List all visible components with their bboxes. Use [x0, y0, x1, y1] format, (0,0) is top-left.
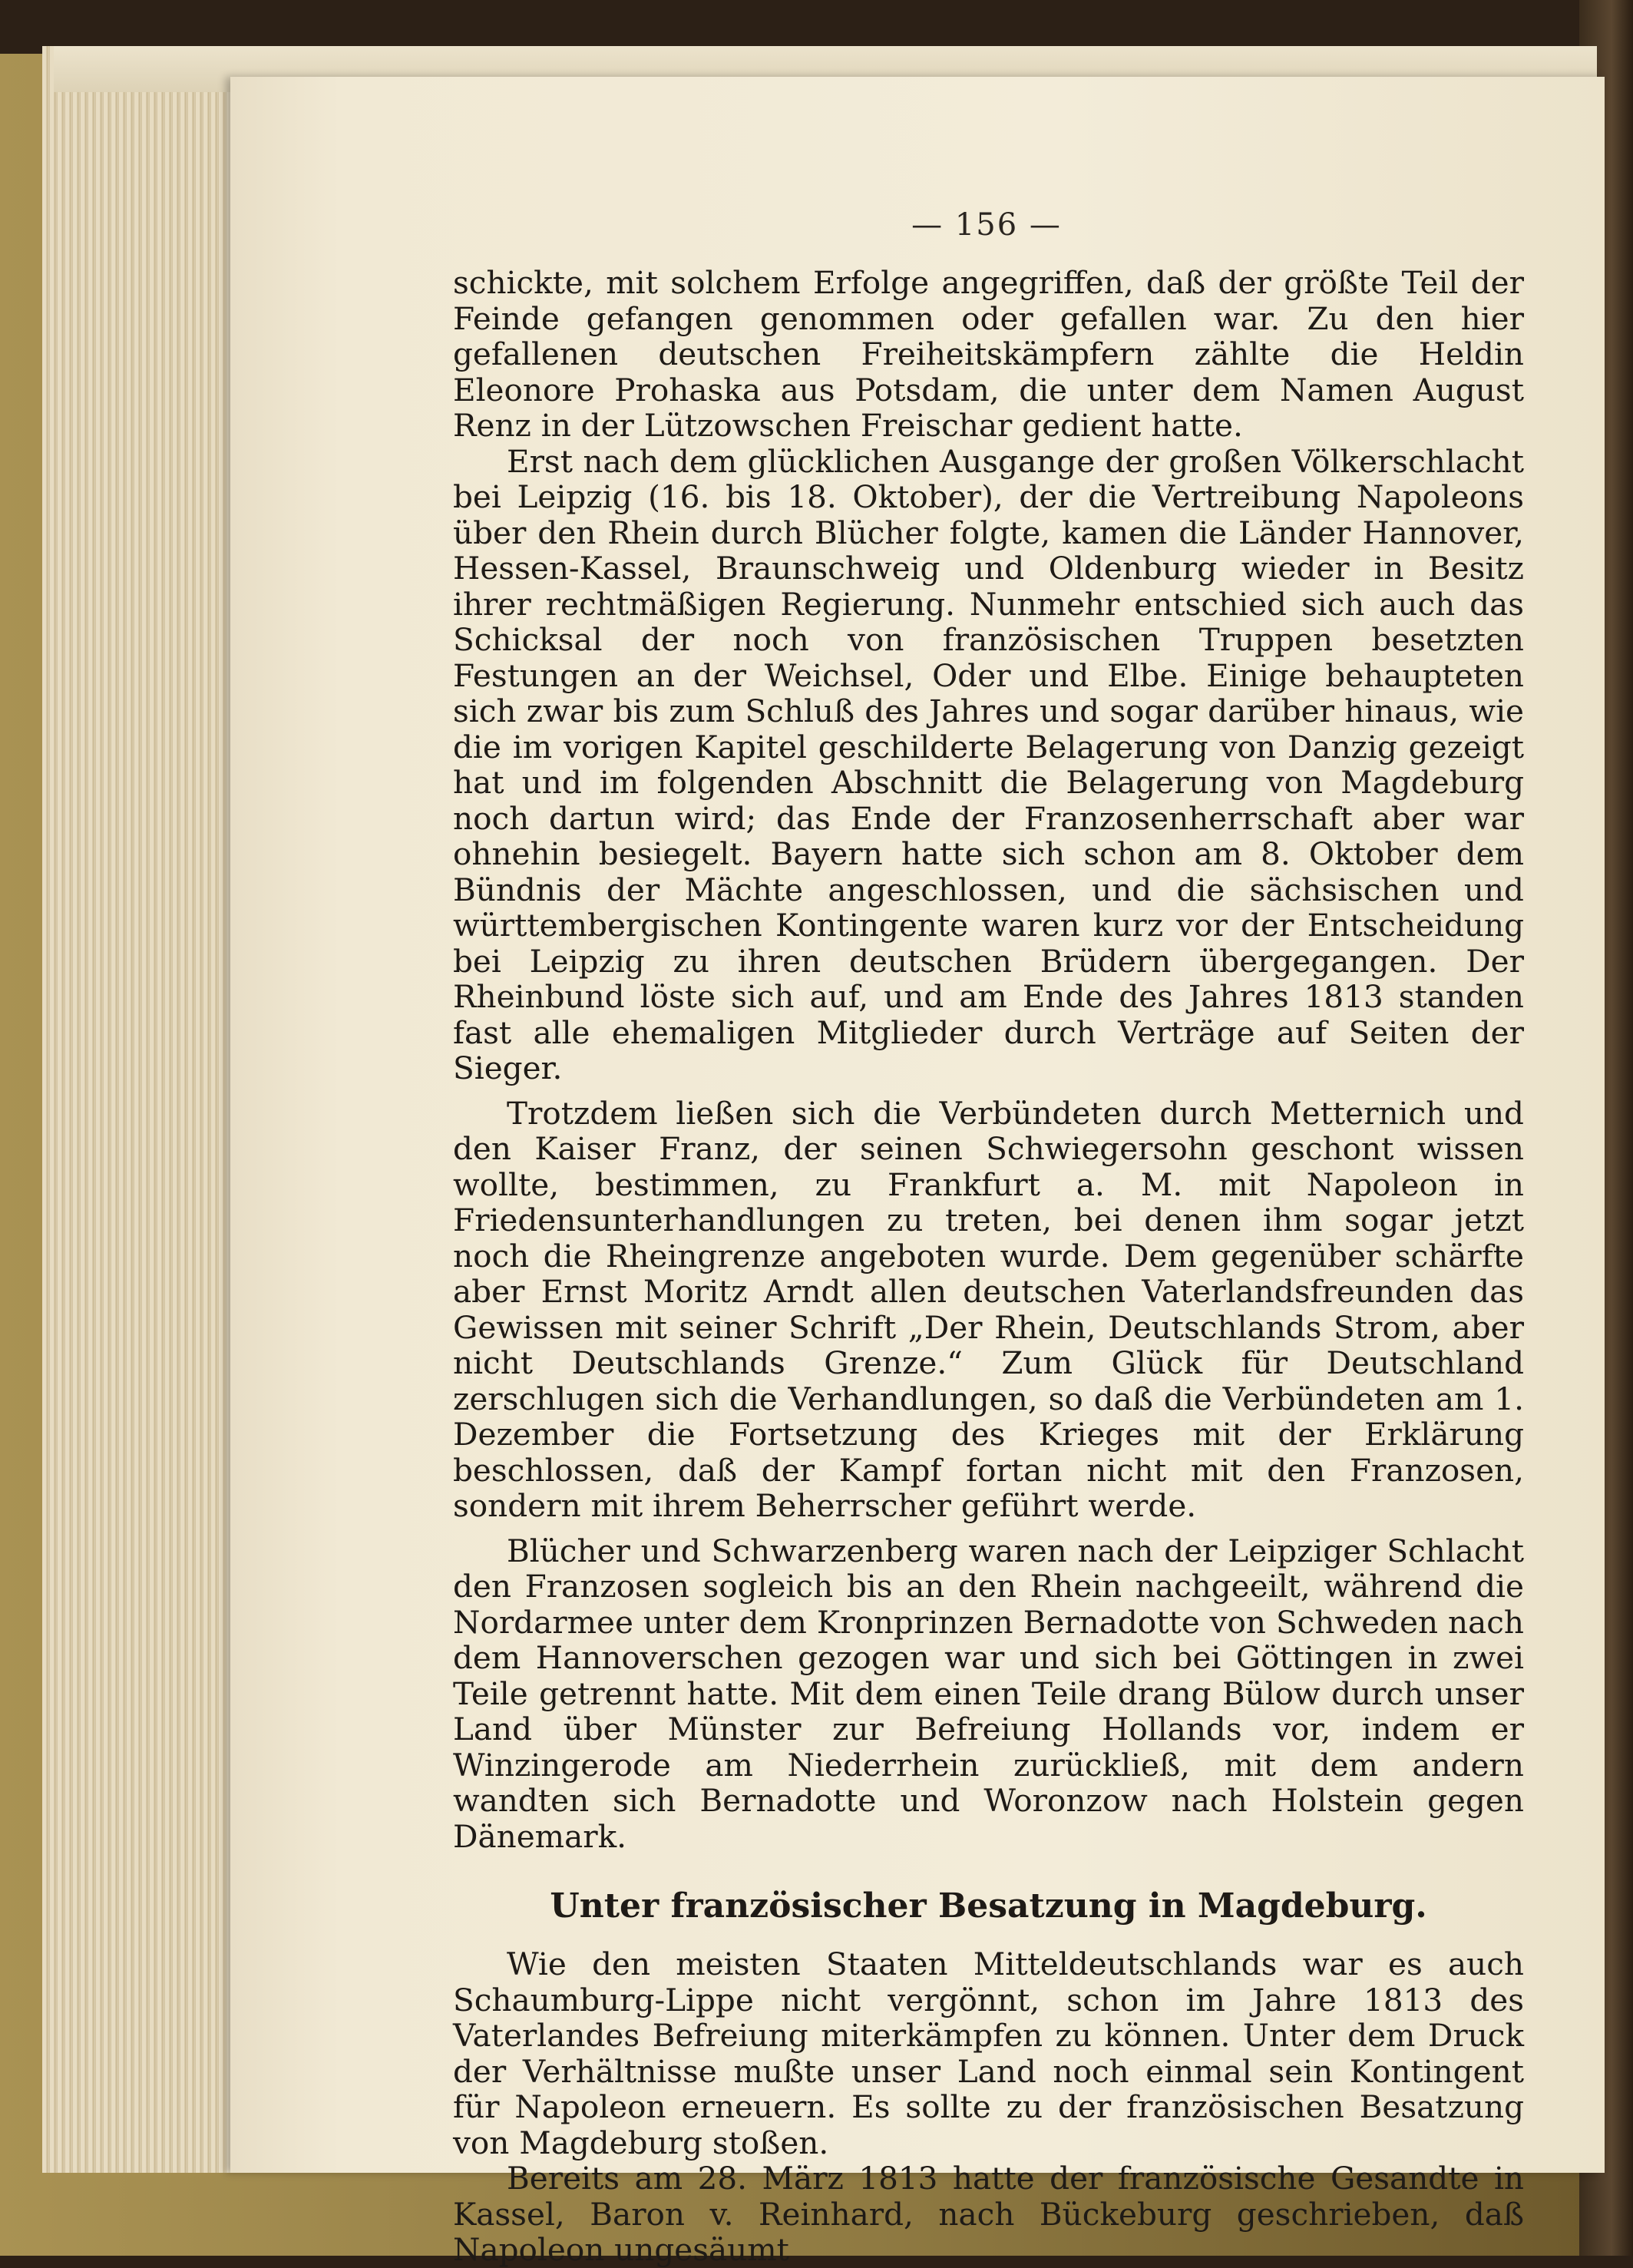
- page-stack-edges: [42, 46, 242, 2173]
- paragraph: schickte, mit solchem Erfolge angegriffen, daß der größte Teil der Feinde gefangen genommen oder gefallen war. Zu den hier gefallenen deutschen Freiheitskämpfern zählte die Heldin Eleonore Prohaska aus Potsdam, die unter dem Namen August Renz in der Lützowschen Freischar gedient hatte.: [453, 264, 1524, 444]
- paragraph: Blücher und Schwarzenberg waren nach der Leipziger Schlacht den Franzosen sogleich bis an den Rhein nachgeeilt, während die Nordarmee unter dem Kronprinzen Bernadotte von Schweden nach dem Hannoverschen gezogen war und sich bei Göttingen in zwei Teile getrennt hatte. Mit dem einen Teile drang Bülow durch unser Land über Münster zur Befreiung Hollands vor, indem er Winzingerode am Niederrhein zurückließ, mit dem andern wandten sich Bernadotte und Woronzow nach Holstein gegen Dänemark.: [453, 1532, 1524, 1855]
- page-number: — 156 —: [911, 207, 1062, 243]
- section-heading: Unter französischer Besatzung in Magdeburg.: [550, 1886, 1427, 1926]
- paragraph: Wie den meisten Staaten Mitteldeutschlands war es auch Schaumburg-Lippe nicht vergönnt, schon im Jahre 1813 des Vaterlandes Befreiung miterkämpfen zu können. Unter dem Druck der Verhältnisse mußte unser Land noch einmal sein Kontingent für Napoleon erneuern. Es sollte zu der französischen Besatzung von Magdeburg stoßen.: [453, 1946, 1524, 2161]
- paragraph: Trotzdem ließen sich die Verbündeten durch Metternich und den Kaiser Franz, der seinen Schwiegersohn geschont wissen wollte, bestimmen, zu Frankfurt a. M. mit Napoleon in Friedensunterhandlungen zu treten, bei denen ihm sogar jetzt noch die Rheingrenze angeboten wurde. Dem gegenüber schärfte aber Ernst Moritz Arndt allen deutschen Vaterlandsfreunden das Gewissen mit seiner Schrift „Der Rhein, Deutschlands Strom, aber nicht Deutschlands Grenze.“ Zum Glück für Deutschland zerschlugen sich die Verhandlungen, so daß die Verbündeten am 1. Dezember die Fortsetzung des Krieges mit der Erklärung beschlossen, daß der Kampf fortan nicht mit den Franzosen, sondern mit ihrem Beherrscher geführt werde.: [453, 1094, 1524, 1524]
- paragraph: Erst nach dem glücklichen Ausgange der großen Völkerschlacht bei Leipzig (16. bis 18. Oktober), der die Vertreibung Napoleons über den Rhein durch Blücher folgte, kamen die Länder Hannover, Hessen-Kassel, Braunschweig und Oldenburg wieder in Besitz ihrer rechtmäßigen Regierung. Nunmehr entschied sich auch das Schicksal der noch von französischen Truppen besetzten Festungen an der Weichsel, Oder und Elbe. Einige behaupteten sich zwar bis zum Schluß des Jahres und sogar darüber hinaus, wie die im vorigen Kapitel geschilderte Belagerung von Danzig gezeigt hat und im folgenden Abschnitt die Belagerung von Magdeburg noch dartun wird; das Ende der Franzosenherrschaft aber war ohnehin besiegelt. Bayern hatte sich schon am 8. Oktober dem Bündnis der Mächte angeschlossen, und die sächsischen und württembergischen Kontingente waren kurz vor der Entscheidung bei Leipzig zu ihren deutschen Brüdern übergegangen. Der Rheinbund löste sich auf, und am Ende des Jahres 1813 standen fast alle ehemaligen Mitglieder durch Verträge auf Seiten der Sieger.: [453, 442, 1524, 1086]
- paragraph: Bereits am 28. März 1813 hatte der französische Gesandte in Kassel, Baron v. Reinhard, nach Bückeburg geschrieben, daß Napoleon ungesäumt: [453, 2160, 1524, 2268]
- body-text: [453, 265, 1524, 2268]
